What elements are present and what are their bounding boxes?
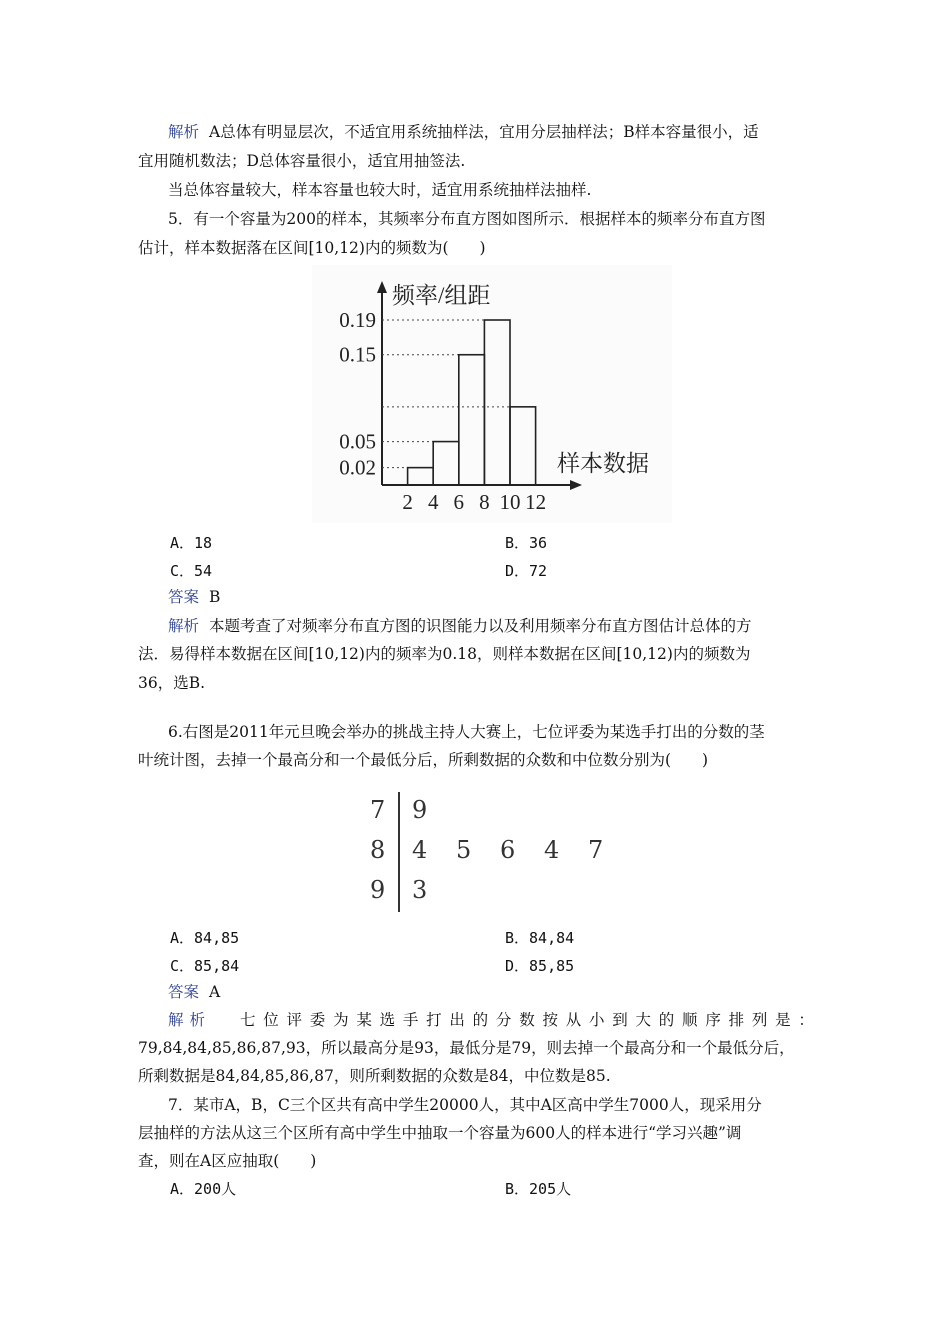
analysis-char: 的	[658, 1011, 675, 1029]
q6-option-b: B．84,84	[505, 929, 575, 947]
analysis-char: 到	[612, 1011, 628, 1029]
q7-option-a: A．200人	[170, 1180, 237, 1198]
analysis-char: 出	[449, 1011, 465, 1029]
analysis-char: 七	[240, 1011, 256, 1029]
analysis-char: 数	[519, 1011, 535, 1029]
q6-option-c: C．85,84	[170, 957, 240, 975]
x-tick-label: 10	[499, 490, 521, 514]
q5-option-a: A．18	[170, 534, 213, 552]
histogram-svg	[312, 265, 672, 523]
answer-value: B	[209, 588, 221, 606]
analysis-char: 的	[472, 1011, 489, 1029]
q5-option-b: B．36	[505, 534, 548, 552]
stem-value: 7	[370, 796, 386, 824]
q6-analysis-line-2: 79,84,84,85,86,87,93，所以最高分是93，最低分是79，则去掉一个最高分和一个最低分后，	[138, 1039, 795, 1057]
q5-answer	[168, 587, 844, 607]
stem-leaf-plot	[350, 790, 630, 916]
x-tick-label: 8	[479, 490, 490, 514]
histogram-bar	[433, 442, 459, 485]
analysis-char: 为	[333, 1011, 349, 1029]
q5-analysis-line-1: 解析 本题考查了对频率分布直方图的识图能力以及利用频率分布直方图估计总体的方	[168, 617, 752, 635]
q6-analysis-text	[240, 1010, 814, 1030]
x-tick-label: 2	[402, 490, 413, 514]
q7-stem-line-1: 7．某市A，B，C三个区共有高中学生20000人，其中A区高中学生7000人，现采用分	[168, 1096, 762, 1114]
leaf-value: 6	[500, 836, 516, 864]
histogram-bar	[459, 355, 485, 485]
q5-option-d: D．72	[505, 562, 548, 580]
histogram-bar	[484, 320, 510, 485]
leaf-value: 9	[412, 796, 428, 824]
q5-option-c: C．54	[170, 562, 213, 580]
q6-option-a: A．84,85	[170, 929, 240, 947]
x-axis-arrow	[570, 480, 582, 490]
analysis-char: 序	[705, 1011, 721, 1029]
answer-value: A	[209, 983, 221, 1001]
q7-stem-line-3: 查，则在A区应抽取( )	[138, 1152, 317, 1170]
q5-stem-line-1: 5．有一个容量为200的样本，其频率分布直方图如图所示．根据样本的频率分布直方图	[168, 210, 766, 228]
q6-analysis-justified	[168, 1010, 814, 1030]
analysis-char: 小	[588, 1011, 605, 1029]
analysis-label: 解析	[168, 1011, 212, 1029]
q6-analysis-line-3: 所剩数据是84,84,85,86,87，则所剩数据的众数是84，中位数是85.	[138, 1067, 611, 1085]
q6-stem-line-2: 叶统计图，去掉一个最高分和一个最低分后，所剩数据的众数和中位数分别为( )	[138, 751, 709, 769]
q4-analysis-line-2: 宜用随机数法；D总体容量很小，适宜用抽签法.	[138, 152, 466, 170]
leaf-value: 4	[412, 836, 428, 864]
analysis-char: 从	[565, 1011, 582, 1029]
q4-analysis-line-3: 当总体容量较大，样本容量也较大时，适宜用系统抽样法抽样.	[168, 181, 592, 199]
analysis-char: 某	[356, 1011, 372, 1029]
analysis-char: 大	[635, 1011, 652, 1029]
leaf-value: 4	[544, 836, 560, 864]
analysis-char: 列	[751, 1011, 768, 1029]
analysis-char: 排	[728, 1011, 745, 1029]
answer-label: 答案	[168, 588, 200, 606]
stem-value: 9	[370, 876, 386, 904]
x-tick-label: 4	[427, 490, 439, 514]
analysis-char: 评	[286, 1011, 303, 1029]
histogram-bar	[408, 468, 434, 485]
leaf-value: 7	[588, 836, 604, 864]
q6-option-d: D．85,85	[505, 957, 575, 975]
y-tick-label: 0.02	[339, 455, 376, 480]
analysis-char: 手	[402, 1011, 419, 1029]
q6-answer	[168, 982, 844, 1002]
analysis-char: 位	[263, 1011, 279, 1029]
stem-leaf-divider	[398, 792, 400, 912]
y-tick-label: 0.19	[339, 308, 376, 332]
x-axis-label: 样本数据	[557, 451, 649, 476]
q6-stem-line-1: 6.右图是2011年元旦晚会举办的挑战主持人大赛上，七位评委为某选手打出的分数的茎	[168, 723, 765, 741]
q5-analysis-line-3: 36，选B.	[138, 674, 206, 692]
q5-stem-line-2: 估计，样本数据落在区间[10,12)内的频数为( )	[138, 239, 486, 257]
y-tick-label: 0.15	[339, 342, 376, 367]
analysis-char: 是	[775, 1011, 791, 1029]
y-axis-arrow	[377, 281, 387, 293]
analysis-char: 按	[542, 1011, 558, 1029]
stem-value: 8	[370, 836, 386, 864]
analysis-label: 解析	[168, 123, 200, 141]
answer-label: 答案	[168, 983, 200, 1001]
y-axis-label: 频率/组距	[392, 283, 491, 308]
analysis-char: 委	[309, 1011, 326, 1029]
q5-analysis-line-2: 法．易得样本数据在区间[10,12)内的频率为0.18，则样本数据在区间[10,12)内的频数为	[138, 645, 751, 663]
y-tick-label: 0.05	[339, 429, 376, 454]
q7-option-b: B．205人	[505, 1180, 572, 1198]
leaf-value: 3	[412, 876, 428, 904]
analysis-char: 打	[426, 1011, 442, 1029]
leaf-value: 5	[456, 836, 472, 864]
analysis-char: ：	[798, 1011, 814, 1029]
q4-analysis-line-1: 解析 A总体有明显层次，不适宜用系统抽样法，宜用分层抽样法；B样本容量很小，适	[168, 123, 759, 141]
x-tick-label: 12	[525, 490, 547, 514]
q7-stem-line-2: 层抽样的方法从这三个区所有高中学生中抽取一个容量为600人的样本进行“学习兴趣”调	[138, 1124, 742, 1142]
analysis-char: 分	[495, 1011, 512, 1029]
analysis-char: 选	[379, 1011, 396, 1029]
analysis-char: 顺	[682, 1011, 698, 1029]
q6-analysis-line-1	[168, 1010, 814, 1030]
frequency-histogram	[312, 265, 672, 523]
x-tick-label: 6	[453, 490, 465, 514]
analysis-label: 解析	[168, 617, 200, 635]
histogram-bar	[510, 407, 536, 485]
